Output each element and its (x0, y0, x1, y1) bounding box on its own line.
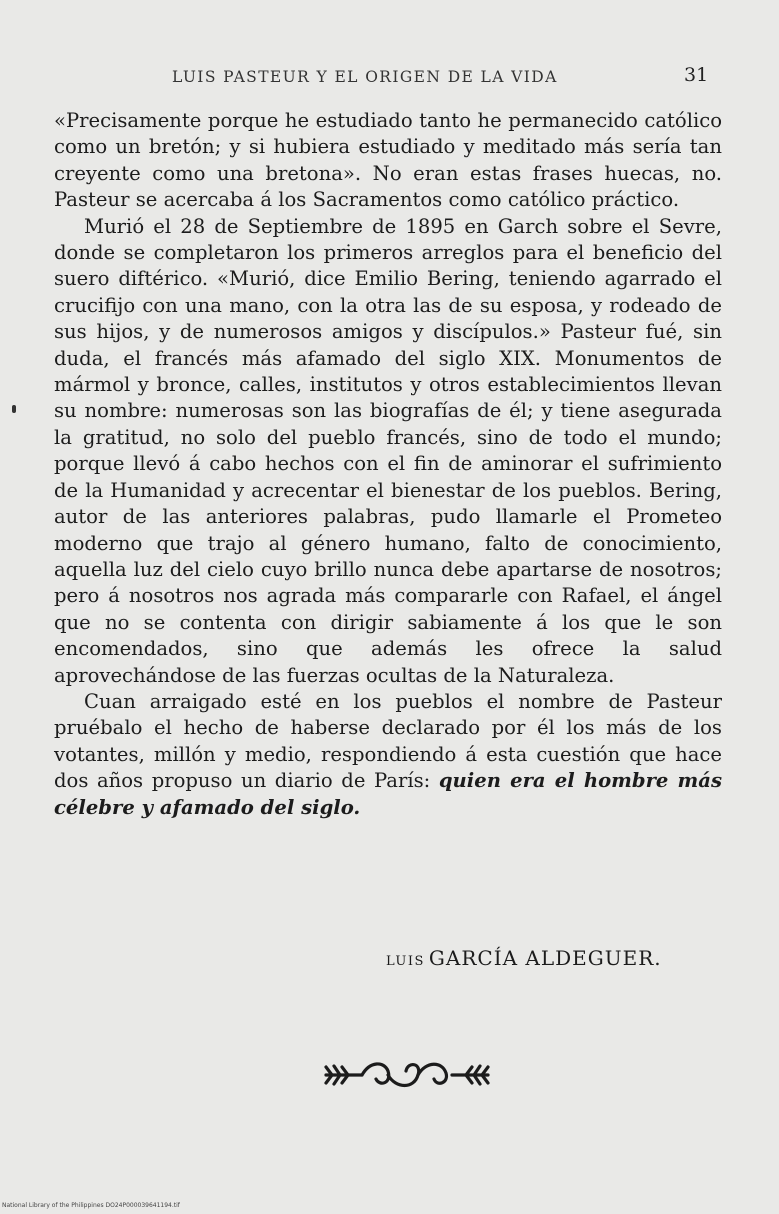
paragraph-2: Murió el 28 de Septiembre de 1895 en Garch sobre el Sevre, donde se completaron los primeros arreglos para el beneficio del suero diftérico. «Murió, dice Emilio Bering, teniendo agarrado el crucifijo con una mano, con la otra las de su esposa, y rodeado de sus hijos, y de numerosos amigos y discípulos.» Pasteur fué, sin duda, el francés más afamado del siglo XIX. Monumentos de mármol y bronce, calles, institutos y otros establecimientos llevan su nombre: numerosas son las biografías de él; y tiene asegurada la gratitud, no solo del pueblo francés, sino de todo el mundo; porque llevó á cabo hechos con el fin de aminorar el sufrimiento de la Humanidad y acrecentar el bienestar de los pueblos. Bering, autor de las anteriores palabras, pudo llamarle el Prometeo moderno que trajo al género humano, falto de conocimiento, aquella luz del cielo cuyo brillo nunca debe apartarse de nosotros; pero á nosotros nos agrada más compararle con Rafael, el ángel que no se contenta con dirigir sabiamente á los que le son encomendados, sino que además les ofrece la salud aprovechándose de las fuerzas ocultas de la Naturaleza. (54, 214, 722, 687)
paragraph-3-italic: quien era el hombre más célebre y afamado del siglo. (54, 769, 722, 819)
body-text (54, 108, 722, 821)
running-title: LUIS PASTEUR Y EL ORIGEN DE LA VIDA (172, 68, 558, 86)
page-number: 31 (684, 64, 709, 86)
author-signature (386, 946, 662, 970)
margin-mark (12, 405, 16, 413)
signature-surname: GARCÍA ALDEGUER. (428, 946, 662, 970)
paragraph-3 (54, 689, 722, 821)
paragraph-3-text: Cuan arraigado esté en los pueblos el nombre de Pasteur pruébalo el hecho de haberse declarado por él los más de los votantes, millón y medio, respondiendo á esta cuestión que hace dos años propuso un diario de París: (54, 689, 722, 793)
paragraph-1: «Precisamente porque he estudiado tanto he permanecido católico como un bretón; y si hubiera estudiado y meditado más sería tan creyente como una bretona». No eran estas frases huecas, no. Pasteur se acercaba á los Sacramentos como católico práctico. (54, 109, 722, 212)
library-footer-note: National Library of the Philippines DO24P000039641194.tif (2, 1202, 180, 1209)
signature-first-name: LUIS (386, 954, 425, 969)
vine-ornament-icon (322, 1057, 492, 1093)
